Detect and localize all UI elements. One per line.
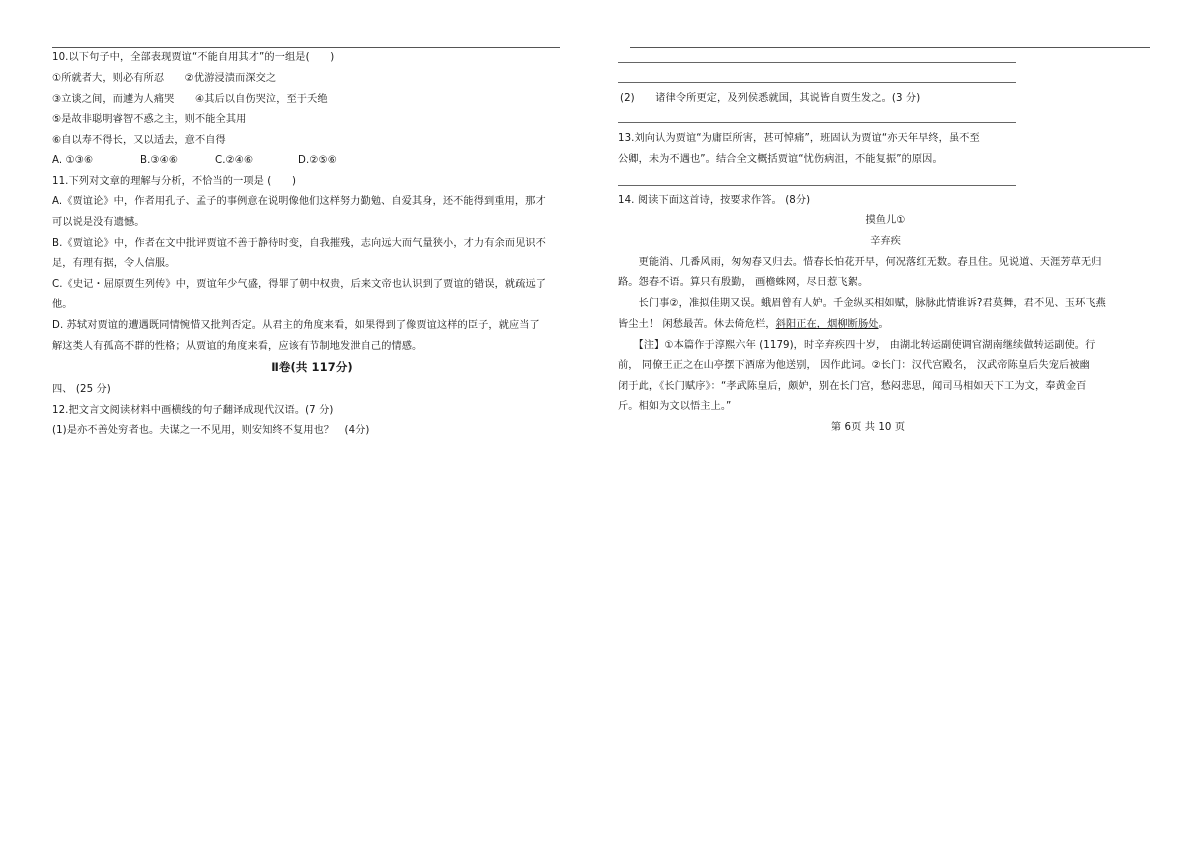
q10-item-3: ⑤是故非聪明睿智不惑之主，则不能全其用 bbox=[52, 114, 247, 125]
q12-stem: 12.把文言文阅读材料中画横线的句子翻译成现代汉语。(7 分) bbox=[52, 405, 334, 416]
q11-line-1: A.《贾谊论》中，作者用孔子、孟子的事例意在说明像他们这样努力勤勉、自爱其身，还不能得到重用，那才 bbox=[52, 196, 546, 207]
poem-line-4-text: 皆尘土！ 闲愁最苦。休去倚危栏， bbox=[618, 319, 776, 330]
q11-line-6: 他。 bbox=[52, 299, 73, 310]
section-title: Ⅱ卷(共 117分) bbox=[271, 360, 353, 374]
poem-line-2: 路。怨春不语。算只有殷勤， 画檐蛛网，尽日惹飞絮。 bbox=[618, 277, 869, 288]
top-rule-left bbox=[52, 47, 560, 48]
poem-title: 摸鱼儿① bbox=[865, 215, 906, 226]
q10-item-1: ①所就者大，则必有所忍 ②优游浸渍而深交之 bbox=[52, 73, 277, 84]
q11-line-8: 解这类人有孤高不群的性格；从贾谊的角度来看，应该有节制地发泄自己的情感。 bbox=[52, 341, 423, 352]
poem-author: 辛弃疾 bbox=[870, 236, 901, 247]
q13-line-1: 13.刘向认为贾谊“为庸臣所害，甚可悼痛”，班固认为贾谊“亦天年早终，虽不至 bbox=[618, 133, 980, 144]
poem-line-1: 更能消、几番风雨，匆匆春又归去。惜春长怕花开早，何况落红无数。春且住。见说道、天涯芳草无归 bbox=[618, 257, 1102, 268]
q10-item-4: ⑥自以寿不得长，又以适去，意不自得 bbox=[52, 135, 226, 146]
q11-line-2: 可以说是没有遗憾。 bbox=[52, 217, 145, 228]
q10-option-d: D.②⑤⑥ bbox=[298, 155, 337, 166]
q13-line-2: 公卿，未为不遇也”。结合全文概括贾谊“忧伤病沮，不能复振”的原因。 bbox=[618, 154, 943, 165]
note-line-3: 闭于此，《长门赋序》：“孝武陈皇后，颇妒，别在长门宫，愁闷悲思，闻司马相如天下工为文，奉黄金百 bbox=[618, 381, 1087, 392]
q10-item-2: ③立谈之间，而遽为人痛哭 ④其后以自伤哭泣，至于夭绝 bbox=[52, 94, 328, 105]
top-rule-right bbox=[630, 47, 1150, 48]
note-line-4: 斤。相如为文以悟主上。” bbox=[618, 401, 732, 412]
q14-stem: 14. 阅读下面这首诗，按要求作答。 (8分) bbox=[618, 195, 811, 206]
note-line-1: 【注】①本篇作于淳熙六年 (1179)，时辛弃疾四十岁， 由湖北转运副使调官湖南继续做转运副使。行 bbox=[618, 340, 1096, 351]
q10-option-a: A. ①③⑥ bbox=[52, 155, 94, 166]
answer-line-3[interactable] bbox=[618, 122, 1016, 123]
q11-line-7: D. 苏轼对贾谊的遭遇既同情惋惜又批判否定。从君主的角度来看，如果得到了像贾谊这样的臣子，就应当了 bbox=[52, 320, 540, 331]
part4-heading: 四、 (25 分) bbox=[52, 384, 111, 395]
q10-stem: 10.以下句子中，全部表现贾谊“不能自用其才”的一组是( ) bbox=[52, 52, 335, 63]
answer-line-4[interactable] bbox=[618, 185, 1016, 186]
poem-line-4-end: 。 bbox=[878, 319, 889, 330]
q12-sub1: (1)是亦不善处穷者也。夫谋之一不见用，则安知终不复用也？ (4分) bbox=[52, 425, 370, 436]
page-footer: 第 6页 共 10 页 bbox=[830, 422, 906, 433]
q10-option-b: B.③④⑥ bbox=[140, 155, 179, 166]
q11-line-4: 足，有理有据，令人信服。 bbox=[52, 258, 176, 269]
poem-underlined-phrase: 斜阳正在，烟柳断肠处 bbox=[775, 319, 879, 330]
poem-line-3: 长门事②，准拟佳期又误。蛾眉曾有人妒。千金纵买相如赋，脉脉此情谁诉?君莫舞，君不见、玉环飞燕 bbox=[618, 298, 1106, 309]
q11-stem: 11.下列对文章的理解与分析，不恰当的一项是 ( ) bbox=[52, 176, 297, 187]
answer-line-2[interactable] bbox=[618, 82, 1016, 83]
answer-line-1[interactable] bbox=[618, 62, 1016, 63]
poem-line-4 bbox=[618, 318, 889, 332]
q11-line-5: C.《史记・屈原贾生列传》中，贾谊年少气盛，得罪了朝中权贵，后来文帝也认识到了贾谊的错误，就疏远了 bbox=[52, 279, 547, 290]
q10-option-c: C.②④⑥ bbox=[215, 155, 254, 166]
q12-sub2: (2) 诸律令所更定，及列侯悉就国，其说皆自贾生发之。(3 分) bbox=[620, 93, 921, 104]
q11-line-3: B.《贾谊论》中，作者在文中批评贾谊不善于静待时变，自我摧残，志向远大而气量狭小，才力有余而见识不 bbox=[52, 238, 546, 249]
note-line-2: 前， 同僚王正之在山亭摆下酒席为他送别， 因作此词。②长门：汉代宫殿名， 汉武帝陈皇后失宠后被幽 bbox=[618, 360, 1090, 371]
